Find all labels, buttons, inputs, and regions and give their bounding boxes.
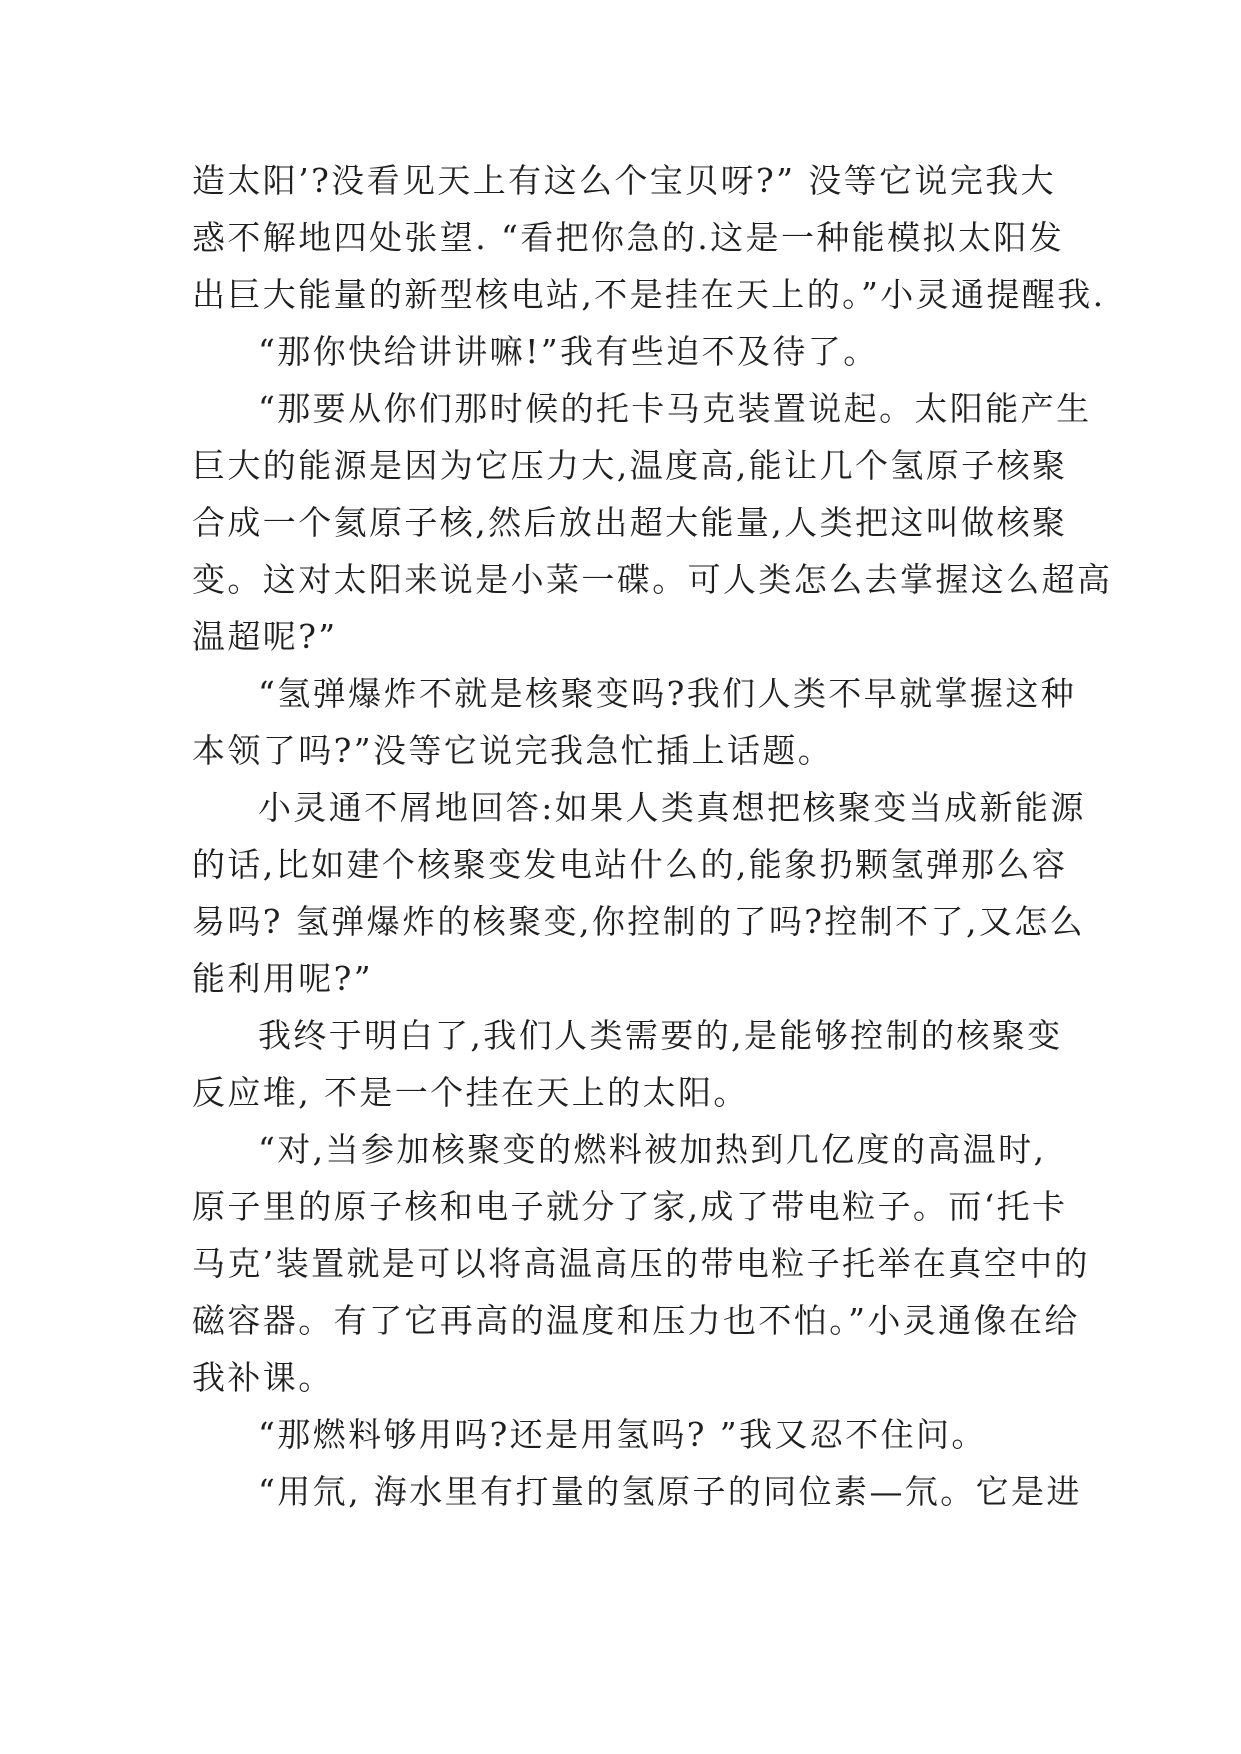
text-line: “对,当参加核聚变的燃料被加热到几亿度的高温时, — [258, 1130, 1047, 1169]
text-line: 温超呢?” — [192, 617, 338, 656]
text-line: 的话,比如建个核聚变发电站什么的,能象扔颗氢弹那么容 — [192, 845, 1068, 884]
text-line: “那要从你们那时候的托卡马克装置说起。太阳能产生 — [258, 389, 1092, 428]
text-line: 能利用呢?” — [192, 959, 373, 998]
text-line: “那你快给讲讲嘛!”我有些迫不及待了。 — [258, 332, 879, 371]
text-line: 我终于明白了,我们人类需要的,是能够控制的核聚变 — [258, 1016, 1063, 1055]
text-line: 出巨大能量的新型核电站,不是挂在天上的。”小灵通提醒我. — [192, 275, 1106, 314]
text-line: 反应堆, 不是一个挂在天上的太阳。 — [192, 1073, 749, 1112]
text-line: 惑不解地四处张望. “看把你急的.这是一种能模拟太阳发 — [192, 218, 1065, 257]
text-line: 小灵通不屑地回答:如果人类真想把核聚变当成新能源 — [258, 788, 1086, 827]
text-line: 磁容器。有了它再高的温度和压力也不怕。”小灵通像在给 — [192, 1301, 1080, 1340]
text-line: 合成一个氦原子核,然后放出超大能量,人类把这叫做核聚 — [192, 503, 1068, 542]
text-line: 我补课。 — [192, 1358, 334, 1397]
text-line: 原子里的原子核和电子就分了家,成了带电粒子。而‘托卡 — [192, 1187, 1068, 1226]
text-line: 本领了吗?”没等它说完我急忙插上话题。 — [192, 731, 834, 770]
text-line: “氢弹爆炸不就是核聚变吗?我们人类不早就掌握这种 — [258, 674, 1077, 713]
text-line: 造太阳’?没看见天上有这么个宝贝呀?” 没等它说完我大 — [192, 161, 1057, 200]
text-line: 变。这对太阳来说是小菜一碟。可人类怎么去掌握这么超高 — [192, 560, 1113, 599]
text-line: “那燃料够用吗?还是用氢吗? ”我又忍不住问。 — [258, 1415, 987, 1454]
text-line: 马克’装置就是可以将高温高压的带电粒子托举在真空中的 — [192, 1244, 1090, 1283]
text-line: “用氘, 海水里有打量的氢原子的同位素—氘。它是进 — [258, 1472, 1082, 1511]
text-line: 巨大的能源是因为它压力大,温度高,能让几个氢原子核聚 — [192, 446, 1068, 485]
text-line: 易吗? 氢弹爆炸的核聚变,你控制的了吗?控制不了,又怎么 — [192, 902, 1086, 941]
